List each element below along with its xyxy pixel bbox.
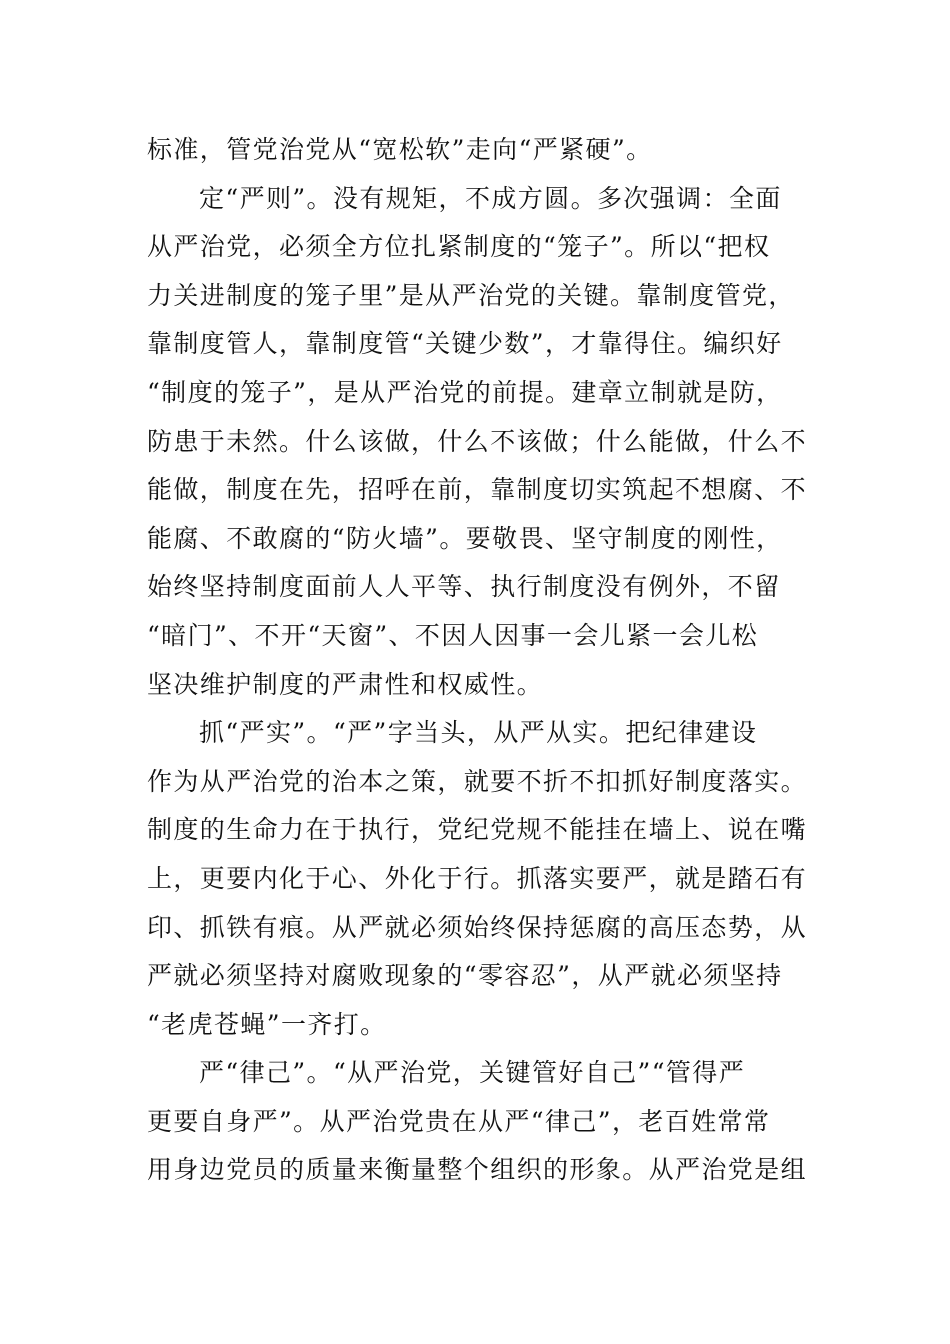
paragraph-start-shishi: 抓“严实”。“严”字当头，从严从实。把纪律建设 bbox=[199, 718, 758, 748]
text-line-4: 力关进制度的笼子里”是从严治党的关键。靠制度管党， bbox=[147, 280, 795, 310]
text-line-16: 上，更要内化于心、外化于行。抓落实要严，就是踏石有 bbox=[147, 863, 808, 893]
text-line-15: 制度的生命力在于执行，党纪党规不能挂在墙上、说在嘴 bbox=[147, 815, 808, 845]
text-line-12: 坚决维护制度的严肃性和权威性。 bbox=[147, 669, 544, 699]
text-line-3: 从严治党，必须全方位扎紧制度的“笼子”。所以“把权 bbox=[147, 232, 771, 262]
paragraph-start-ze: 定“严则”。没有规矩，不成方圆。多次强调：全面 bbox=[199, 183, 782, 213]
text-line-8: 能做，制度在先，招呼在前，靠制度切实筑起不想腐、不 bbox=[147, 475, 808, 505]
text-line-21: 更要自身严”。从严治党贵在从严“律己”，老百姓常常 bbox=[147, 1106, 771, 1136]
text-line-7: 防患于未然。什么该做，什么不该做；什么能做，什么不 bbox=[147, 426, 808, 456]
body-text bbox=[147, 126, 807, 1195]
paragraph-start-lvji: 严“律己”。“从严治党，关键管好自己”“管得严 bbox=[199, 1058, 746, 1088]
text-line-11: “暗门”、不开“天窗”、不因人因事一会儿紧一会儿松 bbox=[147, 620, 759, 650]
text-line-22: 用身边党员的质量来衡量整个组织的形象。从严治党是组 bbox=[147, 1155, 808, 1185]
text-line-9: 能腐、不敢腐的“防火墙”。要敬畏、坚守制度的刚性， bbox=[147, 523, 783, 553]
text-line-19: “老虎苍蝇”一齐打。 bbox=[147, 1009, 387, 1039]
text-line-6: “制度的笼子”，是从严治党的前提。建章立制就是防， bbox=[147, 377, 783, 407]
text-line-5: 靠制度管人，靠制度管“关键少数”，才靠得住。编织好 bbox=[147, 329, 783, 359]
text-line-10: 始终坚持制度面前人人平等、执行制度没有例外，不留 bbox=[147, 572, 781, 602]
text-line-1: 标准，管党治党从“宽松软”走向“严紧硬”。 bbox=[147, 135, 653, 164]
text-line-17: 印、抓铁有痕。从严就必须始终保持惩腐的高压态势，从 bbox=[147, 912, 808, 942]
text-line-18: 严就必须坚持对腐败现象的“零容忍”，从严就必须坚持 bbox=[147, 961, 783, 991]
text-line-14: 作为从严治党的治本之策，就要不折不扣抓好制度落实。 bbox=[147, 766, 808, 796]
